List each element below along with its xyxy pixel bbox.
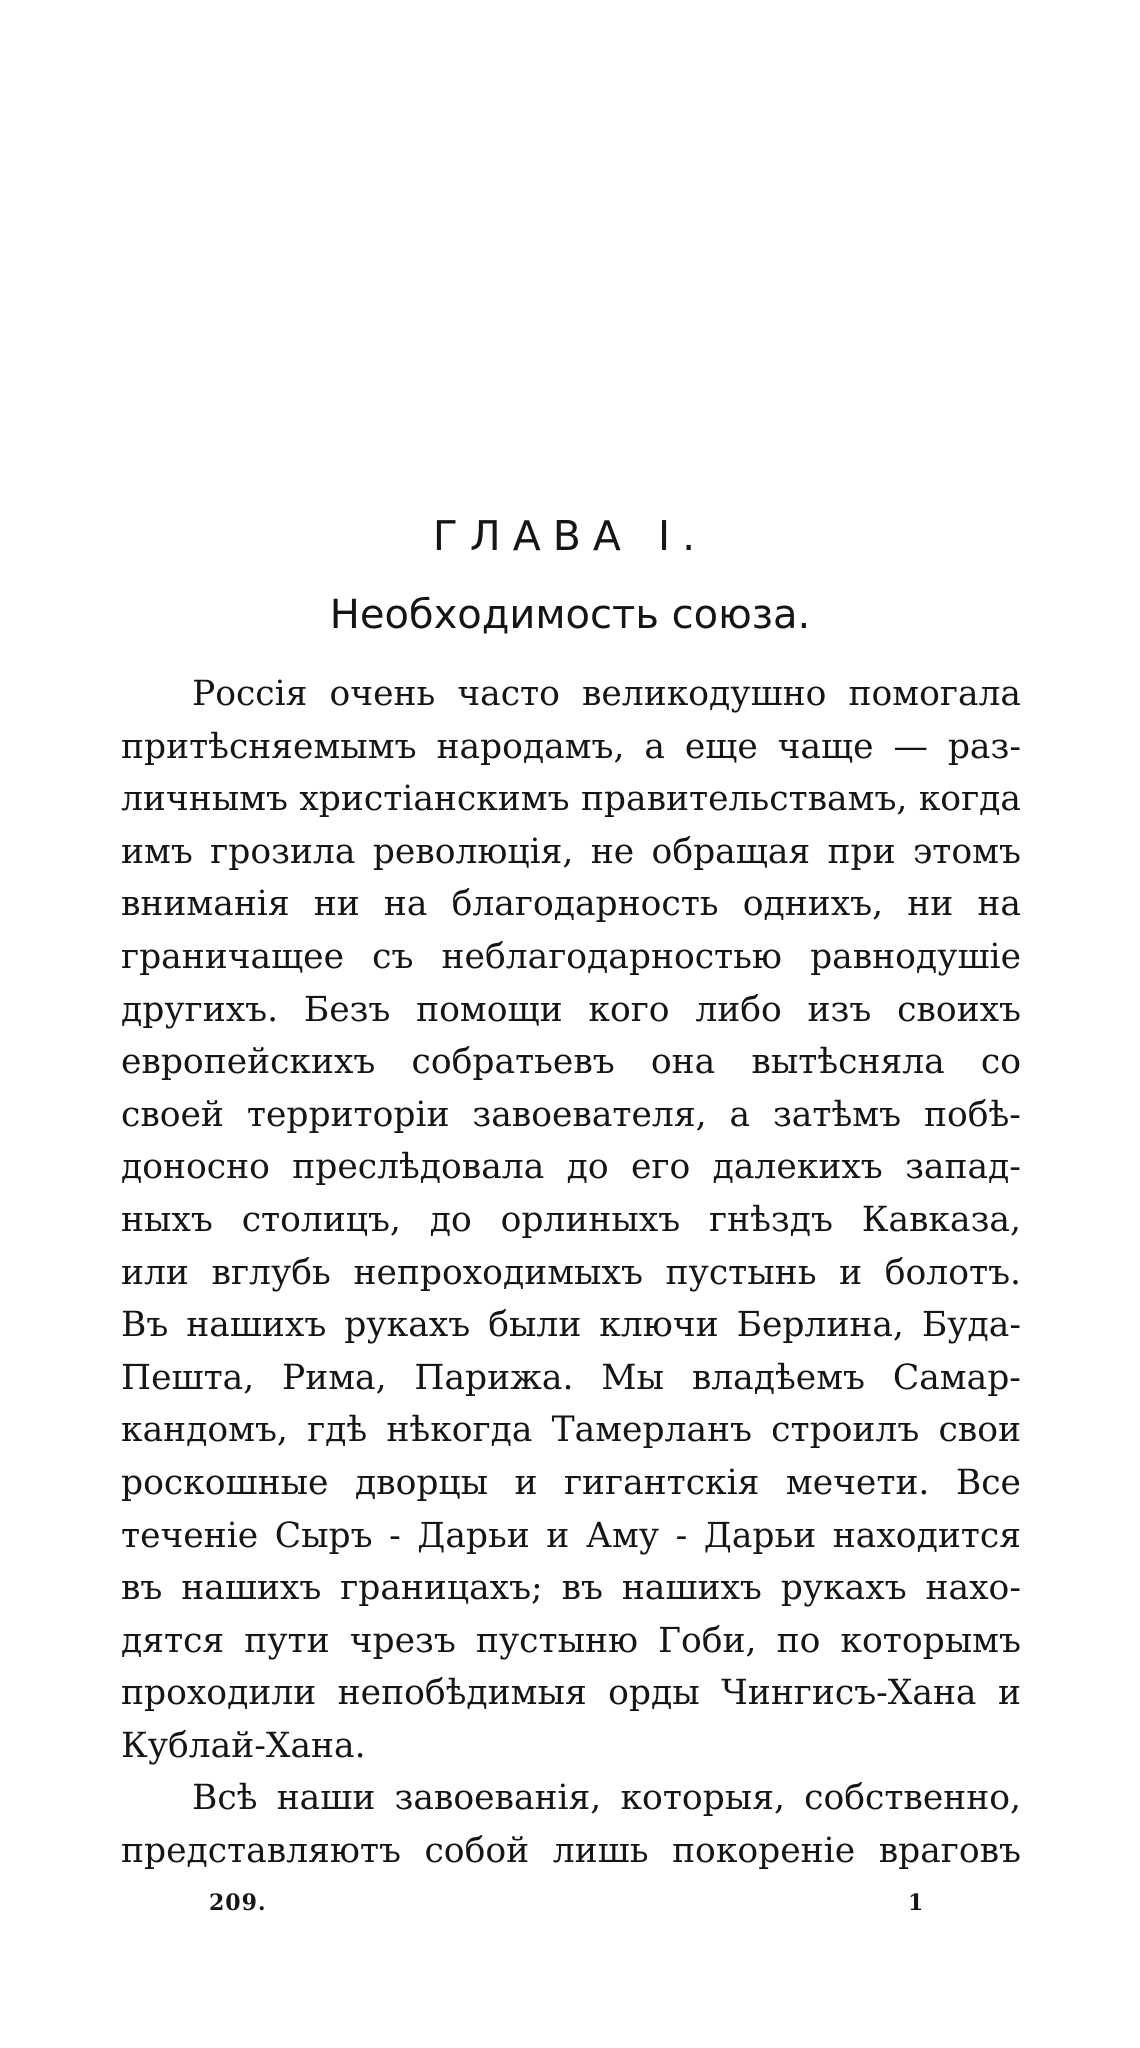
text-line: личнымъ христіанскимъ правительствамъ, когда [121, 779, 1021, 820]
text-line: кандомъ, гдѣ нѣкогда Тамерланъ строилъ свои [121, 1410, 1021, 1451]
text-line: Всѣ наши завоеванія, которыя, собственно, [192, 1778, 1021, 1819]
text-line: роскошные дворцы и гигантскія мечети. Все [121, 1462, 1021, 1503]
text-line: имъ грозила революція, не обращая при этомъ [121, 831, 1021, 872]
text-line: другихъ. Безъ помощи кого либо изъ своихъ [121, 989, 1021, 1030]
text-line: теченіе Сыръ - Дарьи и Аму - Дарьи находится [121, 1515, 1021, 1556]
text-line: вниманія ни на благодарность однихъ, ни на [121, 884, 1021, 925]
text-line: Въ нашихъ рукахъ были ключи Берлина, Буда- [121, 1305, 1021, 1346]
text-line: европейскихъ собратьевъ она вытѣсняла со [121, 1042, 1021, 1083]
printer-signature-mark: 209. [209, 1890, 267, 1916]
text-line: своей территоріи завоевателя, а затѣмъ побѣ- [121, 1094, 1021, 1135]
text-line: проходили непобѣдимыя орды Чингисъ-Хана и [121, 1673, 1021, 1714]
chapter-heading: ГЛАВА I. [432, 512, 708, 560]
text-line: представляютъ собой лишь покореніе враговъ [121, 1831, 1021, 1872]
text-line: Россія очень часто великодушно помогала [192, 674, 1021, 714]
text-line: притѣсняемымъ народамъ, а еще чаще — раз- [121, 726, 1021, 767]
text-line: Пешта, Рима, Парижа. Мы владѣемъ Самар- [121, 1357, 1021, 1398]
page-number: 1 [908, 1890, 924, 1916]
text-line: ныхъ столицъ, до орлиныхъ гнѣздъ Кавказа, [121, 1199, 1021, 1240]
text-line: доносно преслѣдовала до его далекихъ запад- [121, 1147, 1021, 1188]
chapter-title: Необходимость союза. [329, 592, 811, 638]
text-line: въ нашихъ границахъ; въ нашихъ рукахъ нахо- [121, 1568, 1021, 1609]
text-line: Кублай-Хана. [121, 1725, 366, 1766]
text-line: или вглубь непроходимыхъ пустынь и болотъ. [121, 1252, 1021, 1293]
body-text [121, 668, 1021, 1878]
text-line: дятся пути чрезъ пустыню Гоби, по которымъ [121, 1620, 1021, 1661]
text-line: граничащее съ неблагодарностью равнодушіе [121, 936, 1021, 977]
